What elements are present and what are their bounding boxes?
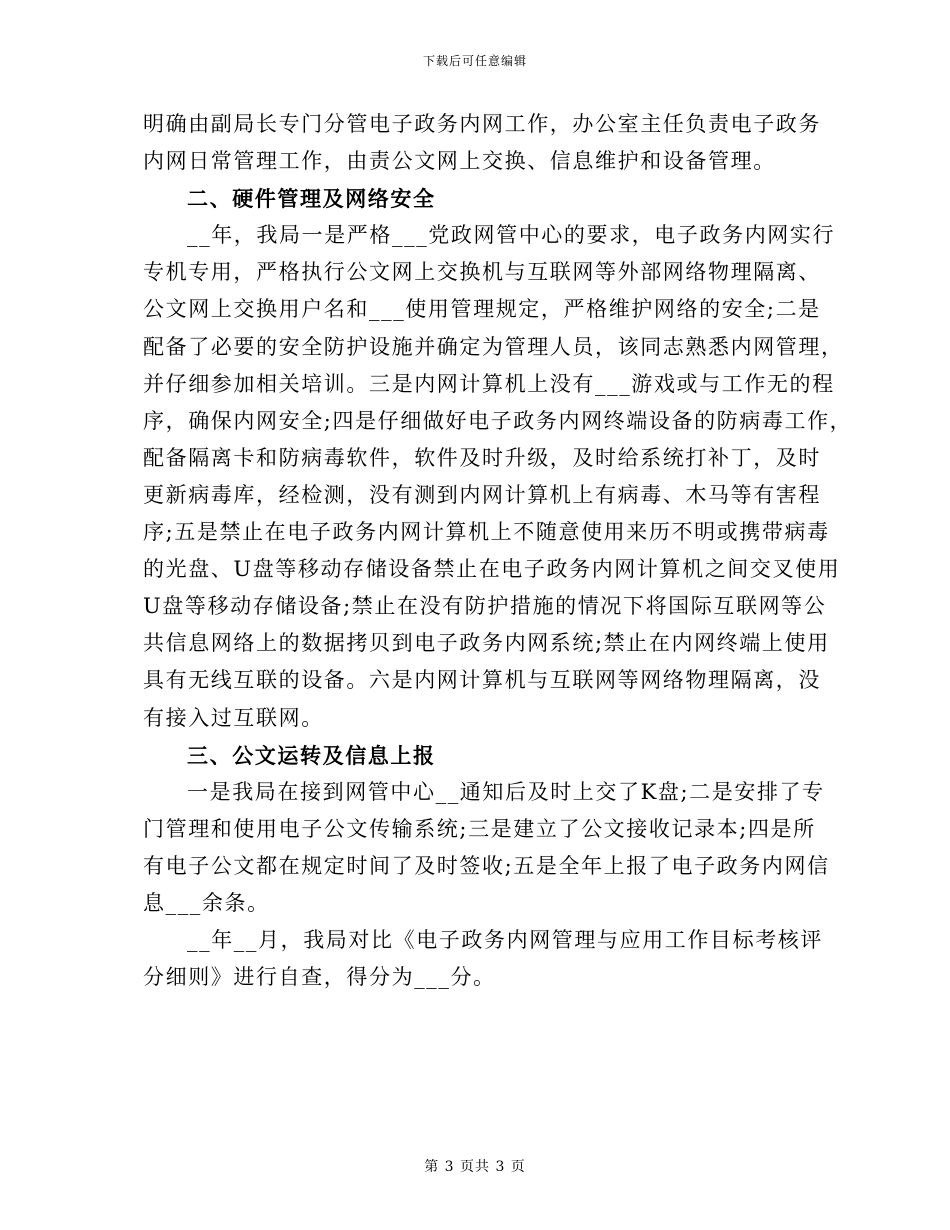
section-heading: 二、硬件管理及网络安全 — [187, 186, 436, 212]
body-line: 共信息网络上的数据拷贝到电子政务内网系统;禁止在内网终端上使用 — [143, 631, 830, 656]
body-line: 并仔细参加相关培训。三是内网计算机上没有___游戏或与工作无的程 — [143, 371, 835, 396]
page-header: 下载后可任意编辑 — [422, 54, 527, 68]
body-line: 公文网上交换用户名和___使用管理规定，严格维护网络的安全;二是 — [143, 297, 821, 322]
body-line: 分细则》进行自查，得分为___分。 — [143, 965, 496, 990]
body-line: 的光盘、U盘等移动存储设备禁止在电子政务内网计算机之间交叉使用 — [143, 557, 841, 582]
page-footer: 第 3 页共 3 页 — [424, 1159, 526, 1175]
body-line: 门管理和使用电子公文传输系统;三是建立了公文接收记录本;四是所 — [143, 816, 816, 841]
body-line: 息___余条。 — [143, 890, 270, 915]
body-line: 序，确保内网安全;四是仔细做好电子政务内网终端设备的防病毒工作， — [143, 408, 853, 433]
body-line: 序;五是禁止在电子政务内网计算机上不随意使用来历不明或携带病毒 — [143, 520, 830, 545]
body-line: 有电子公文都在规定时间了及时签收;五是全年上报了电子政务内网信 — [143, 853, 830, 878]
body-line: U盘等移动存储设备;禁止在没有防护措施的情况下将国际互联网等公 — [143, 594, 827, 619]
body-line: 配备隔离卡和防病毒软件，软件及时升级，及时给系统打补丁，及时 — [143, 445, 821, 470]
section-heading: 三、公文运转及信息上报 — [187, 742, 436, 768]
paragraph-first-line: __年，我局一是严格___党政网管中心的要求，电子政务内网实行 — [187, 223, 836, 248]
body-line: 更新病毒库，经检测，没有测到内网计算机上有病毒、木马等有害程 — [143, 482, 821, 507]
paragraph-first-line: __年__月，我局对比《电子政务内网管理与应用工作目标考核评 — [187, 928, 823, 953]
body-line: 明确由副局长专门分管电子政务内网工作，办公室主任负责电子政务 — [143, 112, 821, 136]
paragraph-first-line: 一是我局在接到网管中心__通知后及时上交了K盘;二是安排了专 — [187, 779, 825, 804]
body-line: 具有无线互联的设备。六是内网计算机与互联网等网络物理隔离，没 — [143, 668, 821, 693]
body-line: 专机专用，严格执行公文网上交换机与互联网等外部网络物理隔离、 — [143, 260, 821, 285]
body-line: 有接入过互联网。 — [143, 705, 324, 730]
body-line: 内网日常管理工作，由责公文网上交换、信息维护和设备管理。 — [143, 149, 776, 174]
document-body — [143, 106, 853, 996]
body-line: 配备了必要的安全防护设施并确定为管理人员，该同志熟悉内网管理， — [143, 334, 844, 359]
